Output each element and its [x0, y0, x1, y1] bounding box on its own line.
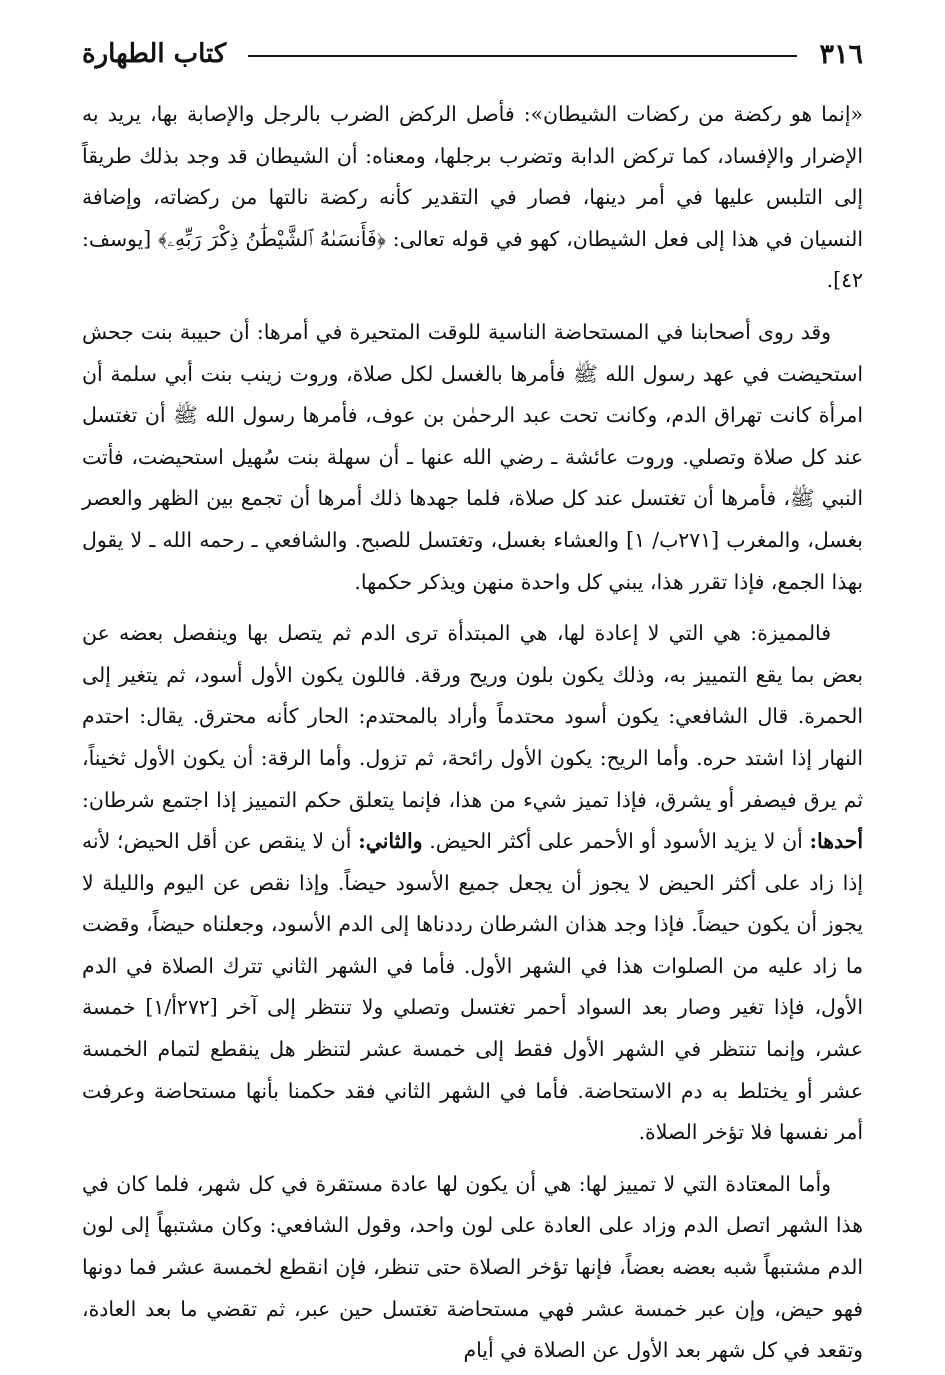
- paragraph-mustahada-nasiya: وقد روى أصحابنا في المستحاضة الناسية للوقت المتحيرة في أمرها: أن حبيبة بنت جحش استحيضت في عهد رسول الله ﷺ فأمرها بالغسل لكل صلاة، وروت زينب بنت أبي سلمة أن امرأة كانت تهراق الدم، وكانت تحت عبد الرحمٰن بن عوف، فأمرها رسول الله ﷺ أن تغتسل عند كل صلاة وتصلي. وروت عائشة ـ رضي الله عنها ـ أن سهلة بنت سُهيل استحيضت، فأتت النبي ﷺ، فأمرها أن تغتسل عند كل صلاة، فلما جهدها ذلك أمرها أن تجمع بين الظهر والعصر بغسل، والمغرب [٢٧١ب/ ١] والعشاء بغسل، وتغتسل للصبح. والشافعي ـ رحمه الله ـ لا يقول بهذا الجمع، فإذا تقرر هذا، يبني كل واحدة منهن ويذكر حكمها.: [82, 319, 863, 594]
- bold-term-second: والثاني:: [358, 829, 423, 854]
- paragraph-text: أن لا ينقص عن أقل الحيض؛ لأنه إذا زاد على أكثر الحيض لا يجوز أن يجعل جميع الأسود حيضاً. وإذا نقص عن اليوم والليلة لا يجوز أن يكون حيضاً. فإذا وجد هذان الشرطان رددناها إلى الدم الأسود، وجعلناه حيضاً، وقضت ما زاد عليه من الصلوات هذا في الشهر الأول. فأما في الشهر الثاني تترك الصلاة في الدم الأول، فإذا تغير وصار بعد السواد أحمر تغتسل وتصلي ولا تنتظر إلى آخر [٢٧٢أ/١] خمسة عشر، وإنما تنتظر في الشهر الأول فقط إلى خمسة عشر لتنظر هل ينقطع لتمام الخمسة عشر أو يختلط به دم الاستحاضة. فأما في الشهر الثاني فقد حكمنا بأنها مستحاضة وعرفت أمر نفسها فلا تؤخر الصلاة.: [82, 829, 864, 1145]
- paragraph-rakda: «إنما هو ركضة من ركضات الشيطان»: فأصل الركض الضرب بالرجل والإصابة بها، يريد به الإضرار والإفساد، كما تركض الدابة وتضرب برجلها، ومعناه: أن الشيطان قد وجد بذلك طريقاً إلى التلبس عليها في أمر دينها، فصار في التقدير كأنه ركضة نالتها من ركضاته، وإضافة النسيان في هذا إلى فعل الشيطان، كهو في قوله تعالى: ﴿فَأَنسَىٰهُ ٱلشَّيْطَٰنُ ذِكْرَ رَبِّهِۦ﴾ [يوسف: ٤٢].: [82, 102, 863, 293]
- paragraph-mutada: وأما المعتادة التي لا تمييز لها: هي أن يكون لها عادة مستقرة في كل شهر، فلما كان في هذا الشهر اتصل الدم وزاد على العادة على لون واحد، وقول الشافعي: وكان مشتبهاً إلى لون الدم مشتبهاً شبه بعضه بعضاً، فإنها تؤخر الصلاة حتى تنظر، فإن انقطع لخمسة عشر فما دونها فهو حيض، وإن عبر خمسة عشر فهي مستحاضة تغتسل حين عبر، ثم تقضي ما بعد العادة، وتقعد في كل شهر بعد الأول عن الصلاة في أيام: [82, 1171, 863, 1363]
- page-number: ٣١٦: [819, 38, 863, 70]
- header-rule: [248, 55, 797, 57]
- bold-term-first: أحدها:: [809, 829, 863, 854]
- running-header: [82, 30, 863, 78]
- paragraph-text: أن لا يزيد الأسود أو الأحمر على أكثر الحيض.: [422, 829, 810, 854]
- body-text: [82, 94, 863, 1372]
- book-section-title: كتاب الطهارة: [82, 39, 227, 69]
- paragraph-text: فالمميزة: هي التي لا إعادة لها، هي المبتدأة ترى الدم ثم يتصل بها وينفصل بعضه عن بعض بما يقع التمييز به، وذلك يكون بلون وريح ورقة. فاللون يكون الأول أسود، ثم يتغير إلى الحمرة. قال الشافعي: يكون أسود محتدماً وأراد بالمحتدم: الحار كأنه محترق. يقال: احتدم النهار إذا اشتد حره. وأما الريح: يكون الأول رائحة، ثم تزول. وأما الرقة: أن يكون الأول ثخيناً، ثم يرق فيصفر أو يشرق، فإذا تميز شيء من هذا، فإنما يتعلق حكم التمييز إذا اجتمع شرطان:: [82, 621, 863, 812]
- paragraph-mumayyiza: [82, 613, 863, 1154]
